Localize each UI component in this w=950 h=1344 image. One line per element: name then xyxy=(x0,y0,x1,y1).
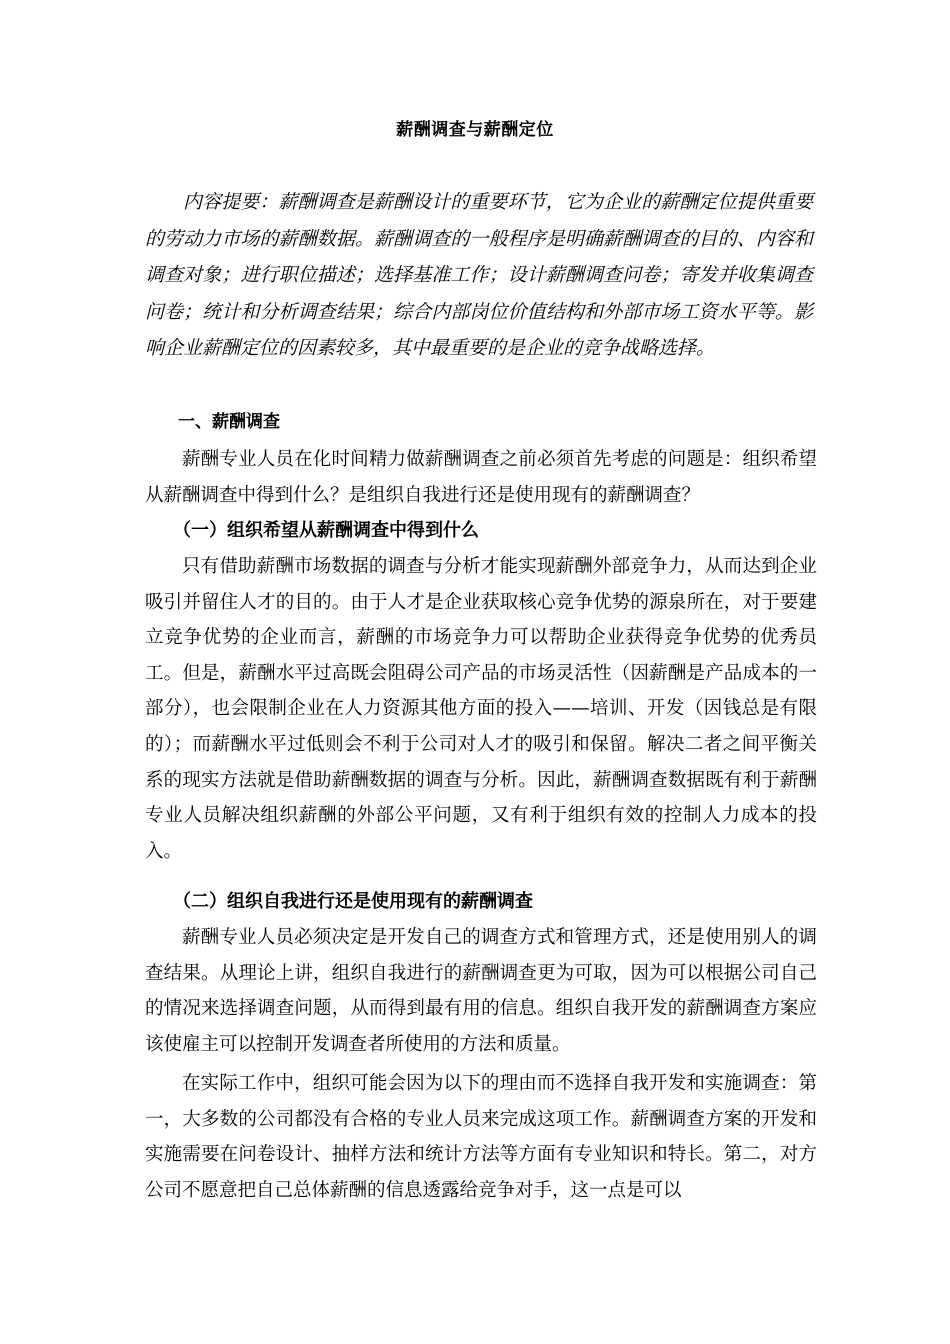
section-intro-paragraph: 薪酬专业人员在化时间精力做薪酬调查之前必须首先考虑的问题是：组织希望从薪酬调查中得到什么？是组织自我进行还是使用现有的薪酬调查？ xyxy=(145,449,817,506)
subsection-heading-self-or-existing: （二）组织自我进行还是使用现有的薪酬调查 xyxy=(173,891,533,912)
section-heading-salary-survey: 一、薪酬调查 xyxy=(178,412,280,432)
practice-reasons-paragraph: 在实际工作中，组织可能会因为以下的理由而不选择自我开发和实施调查：第一，大多数的公司都没有合格的专业人员来完成这项工作。薪酬调查方案的开发和实施需要在问卷设计、抽样方法和统计方法等方面有专业知识和特长。第二，对方公司不愿意把自己总体薪酬的信息透露给竞争对手，这一点是可以 xyxy=(145,1073,817,1201)
document-title: 薪酬调查与薪酬定位 xyxy=(396,120,554,140)
abstract-paragraph: 内容提要：薪酬调查是薪酬设计的重要环节，它为企业的薪酬定位提供重要的劳动力市场的薪酬数据。薪酬调查的一般程序是明确薪酬调查的目的、内容和调查对象；进行职位描述；选择基准工作；设计薪酬调查问卷；寄发并收集调查问卷；统计和分析调查结果；综合内部岗位价值结构和外部市场工资水平等。影响企业薪酬定位的因素较多，其中最重要的是企业的竞争战略选择。 xyxy=(145,191,813,359)
subsection-self-or-existing-paragraph: 薪酬专业人员必须决定是开发自己的调查方式和管理方式，还是使用别人的调查结果。从理论上讲，组织自我进行的薪酬调查更为可取，因为可以根据公司自己的情况来选择调查问题，从而得到最有用的信息。组织自我开发的薪酬调查方案应该使雇主可以控制开发调查者所使用的方法和质量。 xyxy=(145,927,817,1055)
subsection-goals-paragraph: 只有借助薪酬市场数据的调查与分析才能实现薪酬外部竞争力，从而达到企业吸引并留住人才的目的。由于人才是企业获取核心竞争优势的源泉所在，对于要建立竞争优势的企业而言，薪酬的市场竞争力可以帮助企业获得竞争优势的优秀员工。但是，薪酬水平过高既会阻碍公司产品的市场灵活性（因薪酬是产品成本的一部分），也会限制企业在人力资源其他方面的投入——培训、开发（因钱总是有限的）；而薪酬水平过低则会不利于公司对人才的吸引和保留。解决二者之间平衡关系的现实方法就是借助薪酬数据的调查与分析。因此，薪酬调查数据既有利于薪酬专业人员解决组织薪酬的外部公平问题，又有利于组织有效的控制人力成本的投入。 xyxy=(145,556,817,862)
subsection-heading-goals: （一）组织希望从薪酬调查中得到什么 xyxy=(173,520,479,541)
